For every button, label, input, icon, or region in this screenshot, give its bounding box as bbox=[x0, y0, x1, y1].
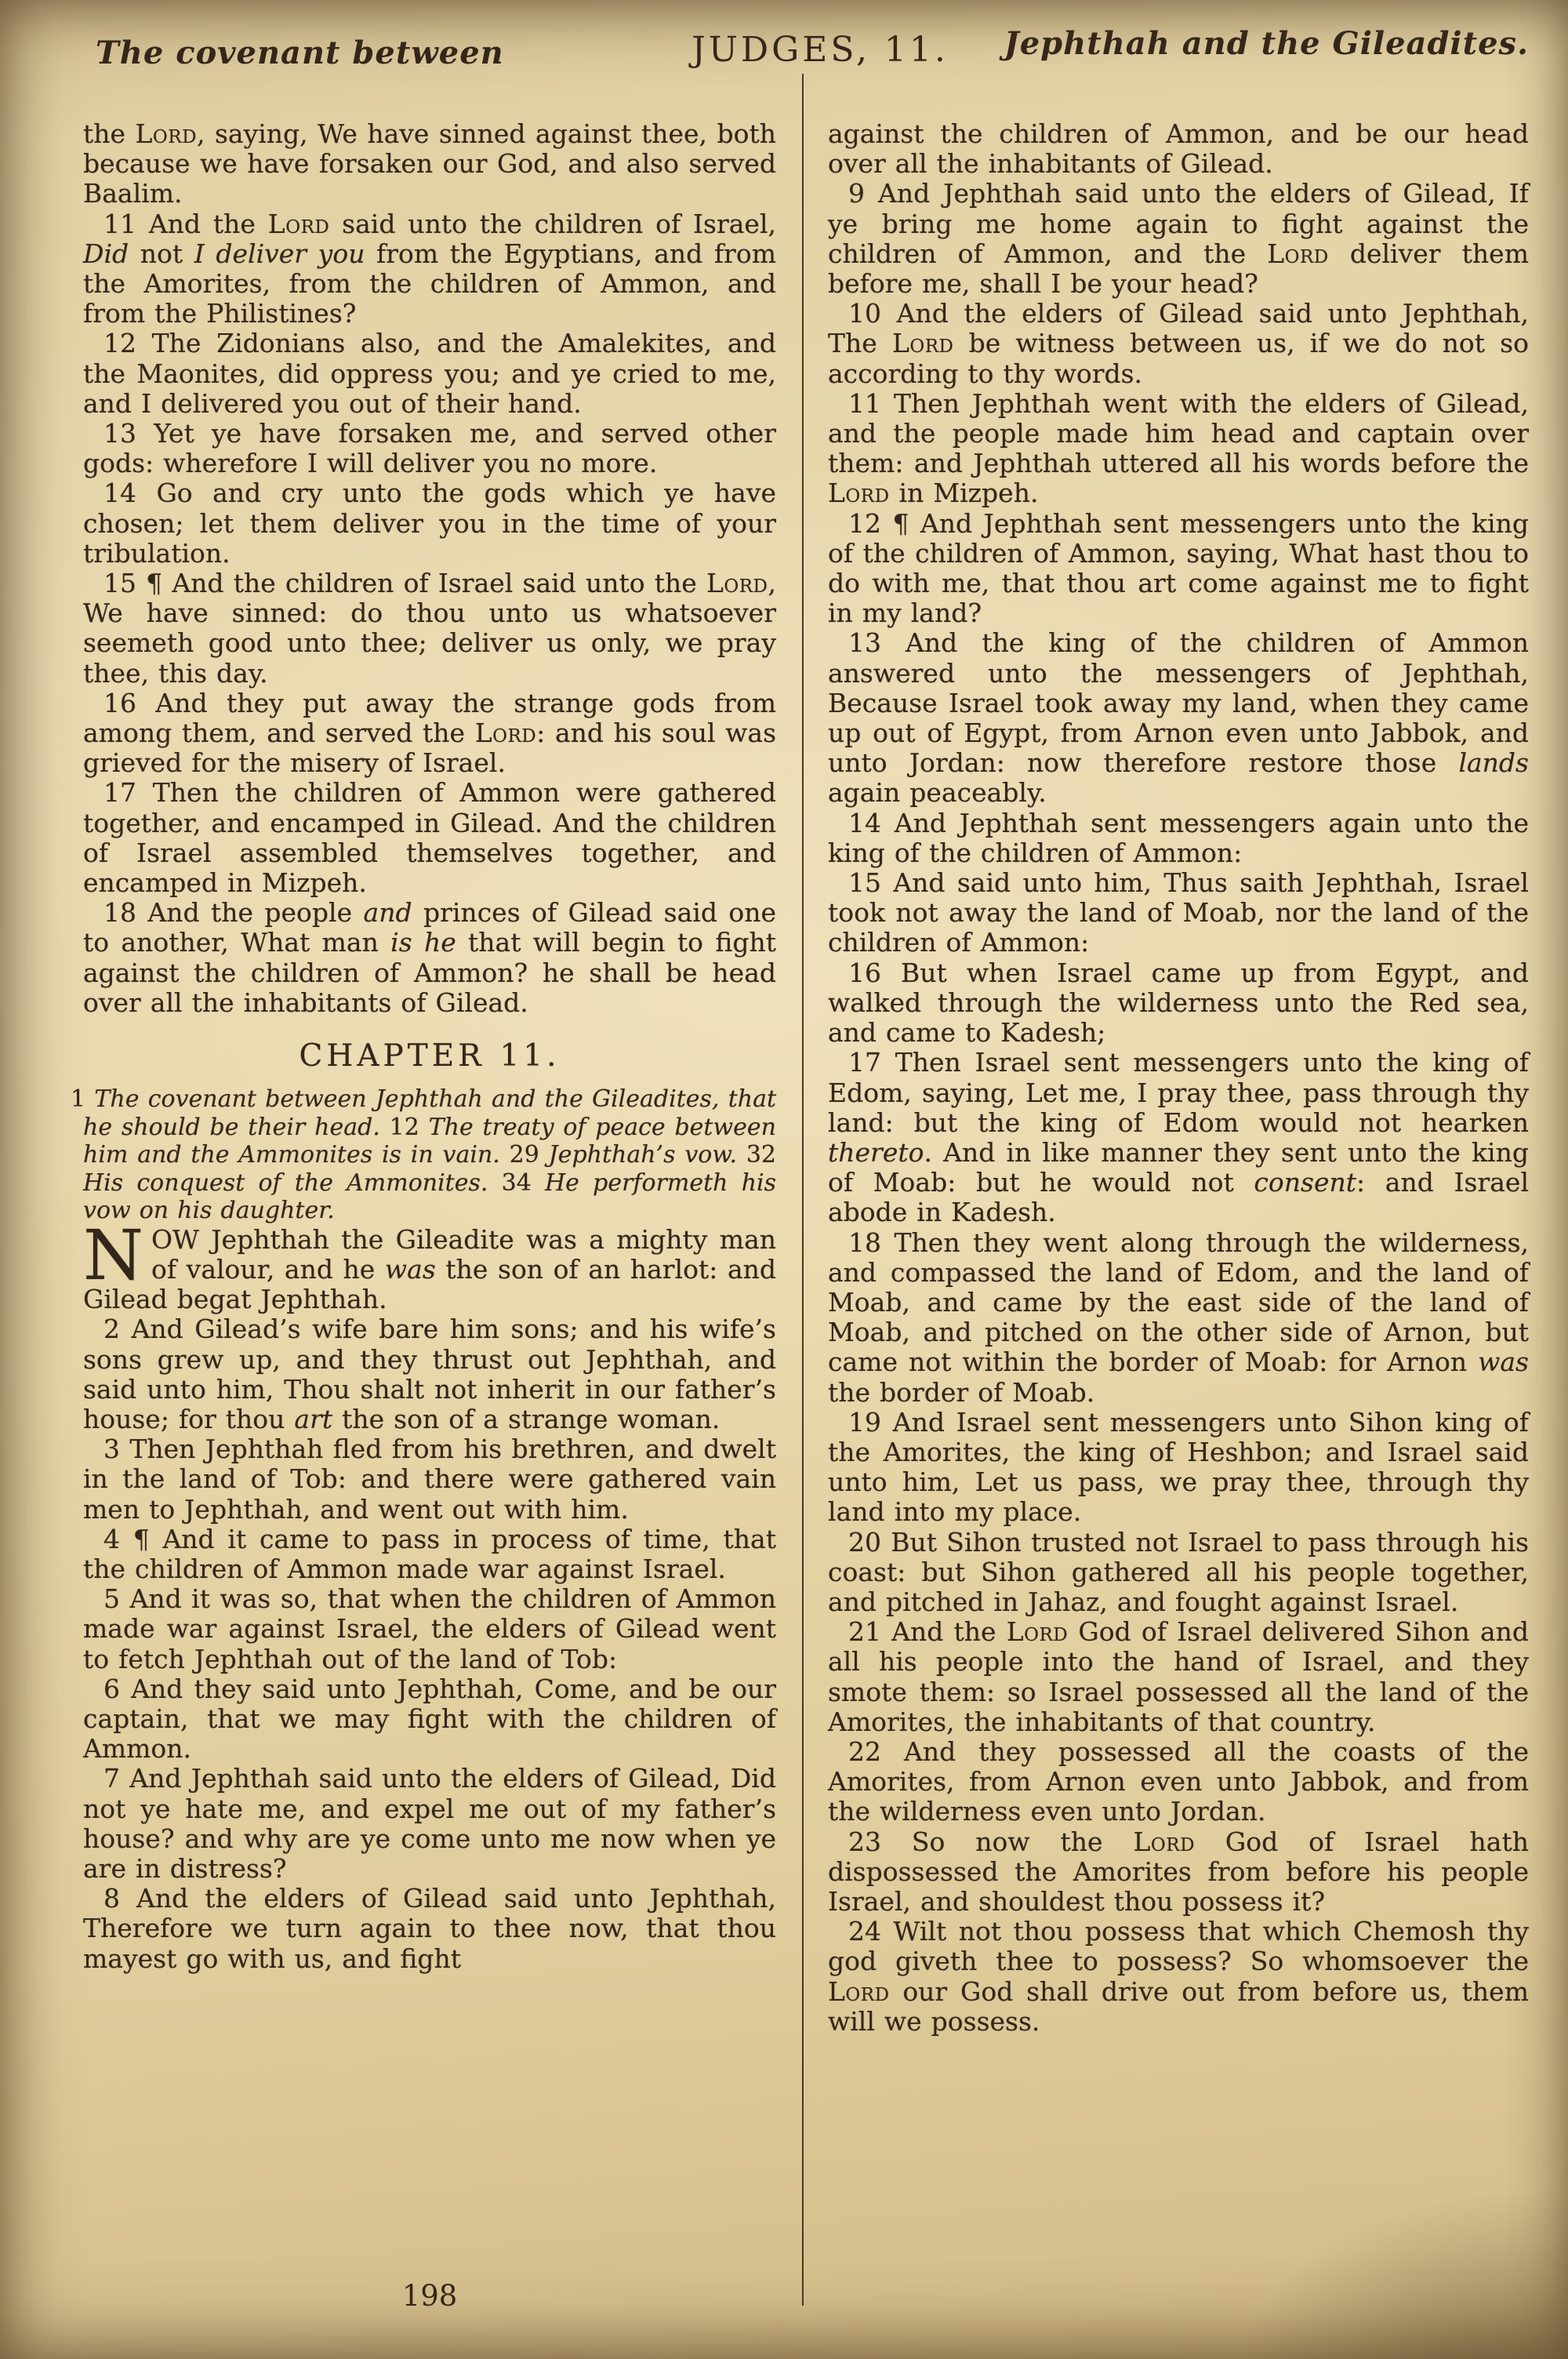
verse-paragraph: 3 Then Jephthah fled from his brethren, and dwelt in the land of Tob: and there were gathered vain men to Jephthah, and went out with him. bbox=[83, 1434, 776, 1525]
running-head-title: JUDGES, 11. bbox=[691, 30, 949, 70]
verse-paragraph: 15 And said unto him, Thus saith Jephthah, Israel took not away the land of Moab, nor the land of the children of Ammon: bbox=[828, 867, 1529, 958]
small-caps-lord: Lord bbox=[474, 718, 537, 749]
verse-paragraph: 10 And the elders of Gilead said unto Jephthah, The Lord be witness between us, if we do not so according to thy words. bbox=[828, 298, 1529, 389]
chapter-heading: CHAPTER 11. bbox=[299, 1038, 561, 1074]
verse-paragraph: 12 The Zidonians also, and the Amalekites, and the Maonites, did oppress you; and ye cried to me, and I delivered you out of their hand. bbox=[83, 328, 776, 419]
small-caps-lord: Lord bbox=[1267, 238, 1329, 269]
verse-paragraph: 9 And Jephthah said unto the elders of Gilead, If ye bring me home again to fight against the children of Ammon, and the Lord deliver them before me, shall I be your head? bbox=[828, 178, 1529, 300]
verse-paragraph: 14 And Jephthah sent messengers again unto the king of the children of Ammon: bbox=[828, 807, 1529, 868]
verse-paragraph: 11 Then Jephthah went with the elders of Gilead, and the people made him head and captain over them: and Jephthah uttered all his words before the Lord in Mizpeh. bbox=[828, 387, 1529, 509]
verse-paragraph: 21 And the Lord God of Israel delivered Sihon and all his people into the hand of Israel, and they smote them: so Israel possessed all the land of the Amorites, the inhabitants of that country. bbox=[828, 1616, 1530, 1737]
verse-paragraph: 16 But when Israel came up from Egypt, and walked through the wilderness unto the Red sea, and came to Kadesh; bbox=[828, 957, 1529, 1049]
verse-paragraph: NOW Jephthah the Gileadite was a mighty man of valour, and he was the son of an harlot: and Gilead begat Jephthah. bbox=[83, 1214, 776, 1315]
drop-cap-initial: N bbox=[83, 1214, 143, 1296]
small-caps-lord: Lord bbox=[1006, 1616, 1069, 1648]
left-column bbox=[71, 118, 777, 1974]
verse-paragraph: 13 And the king of the children of Ammon answered unto the messengers of Jephthah, Because Israel took away my land, when they came up out of Egypt, from Arnon even unto Jabbok, and unto Jordan: now therefore restore those lands again peaceably. bbox=[828, 627, 1529, 809]
right-column bbox=[828, 119, 1529, 2037]
verse-paragraph: 5 And it was so, that when the children of Ammon made war against Israel, the elders of Gilead went to fetch Jephthah out of the land of Tob: bbox=[83, 1583, 776, 1674]
running-head-right: Jephthah and the Gileadites. bbox=[1004, 25, 1529, 62]
verse-paragraph: 4 ¶ And it came to pass in process of time, that the children of Ammon made war against Israel. bbox=[83, 1523, 776, 1585]
page-number: 198 bbox=[401, 2279, 458, 2313]
continuation-paragraph: against the children of Ammon, and be our head over all the inhabitants of Gilead. bbox=[828, 118, 1529, 180]
verse-paragraph: 14 Go and cry unto the gods which ye have chosen; let them deliver you in the time of your tribulation. bbox=[83, 478, 776, 569]
verse-paragraph: 13 Yet ye have forsaken me, and served other gods: wherefore I will deliver you no more. bbox=[83, 418, 776, 479]
small-caps-lord: Lord bbox=[1133, 1826, 1196, 1857]
small-caps-lord: Lord bbox=[135, 118, 198, 149]
verse-paragraph: 19 And Israel sent messengers unto Sihon king of the Amorites, the king of Heshbon; and Israel said unto him, Let us pass, we pray thee, through thy land into my place. bbox=[828, 1406, 1529, 1528]
column-divider-rule bbox=[802, 74, 804, 2306]
running-head-left: The covenant between bbox=[96, 35, 504, 71]
verse-paragraph: 18 Then they went along through the wilderness, and compassed the land of Edom, and the land of Moab, and came by the east side of the land of Moab, and pitched on the other side of Arnon, but came not within the border of Moab: for Arnon was the border of Moab. bbox=[828, 1227, 1529, 1408]
small-caps-lord: Lord bbox=[706, 568, 768, 599]
small-caps-lord: Lord bbox=[891, 328, 954, 359]
continuation-paragraph: the Lord, saying, We have sinned against thee, both because we have forsaken our God, and also served Baalim. bbox=[83, 118, 776, 209]
verse-paragraph: 12 ¶ And Jephthah sent messengers unto the king of the children of Ammon, saying, What hast thou to do with me, that thou art come against me to fight in my land? bbox=[828, 507, 1529, 629]
small-caps-lord: Lord bbox=[828, 1976, 890, 2007]
verse-paragraph: 18 And the people and princes of Gilead said one to another, What man is he that will begin to fight against the children of Ammon? he shall be head over all the inhabitants of Gilead. bbox=[83, 897, 777, 1018]
verse-paragraph: 6 And they said unto Jephthah, Come, and be our captain, that we may fight with the children of Ammon. bbox=[83, 1673, 776, 1765]
verse-paragraph: 17 Then Israel sent messengers unto the king of Edom, saying, Let me, I pray thee, pass through thy land: but the king of Edom would not hearken thereto. And in like manner they sent unto the king of Moab: but he would not consent: and Israel abode in Kadesh. bbox=[828, 1047, 1529, 1228]
verse-paragraph: 24 Wilt not thou possess that which Chemosh thy god giveth thee to possess? So whomsoever the Lord our God shall drive out from before us, them will we possess. bbox=[828, 1916, 1529, 2037]
verse-paragraph: 11 And the Lord said unto the children of Israel, Did not I deliver you from the Egyptians, and from the Amorites, from the children of Ammon, and from the Philistines? bbox=[83, 208, 776, 329]
page-corner-shadow bbox=[1223, 2186, 1568, 2359]
verse-paragraph: 23 So now the Lord God of Israel hath dispossessed the Amorites from before his people Israel, and shouldest thou possess it? bbox=[828, 1826, 1529, 1917]
verse-paragraph: 15 ¶ And the children of Israel said unto the Lord, We have sinned: do thou unto us whatsoever seemeth good unto thee; deliver us only, we pray thee, this day. bbox=[83, 568, 776, 689]
small-caps-lord: Lord bbox=[267, 208, 330, 239]
verse-paragraph: 22 And they possessed all the coasts of the Amorites, from Arnon even unto Jabbok, and from the wilderness even unto Jordan. bbox=[828, 1736, 1529, 1827]
verse-paragraph: 20 But Sihon trusted not Israel to pass through his coast: but Sihon gathered all his people together, and pitched in Jahaz, and fought against Israel. bbox=[828, 1526, 1529, 1617]
verse-paragraph: 7 And Jephthah said unto the elders of Gilead, Did not ye hate me, and expel me out of my father’s house? and why are ye come unto me now when ye are in distress? bbox=[83, 1763, 776, 1885]
running-header bbox=[0, 24, 1568, 85]
verse-paragraph: 16 And they put away the strange gods from among them, and served the Lord: and his soul was grieved for the misery of Israel. bbox=[83, 687, 777, 779]
small-caps-lord: Lord bbox=[828, 478, 890, 509]
verse-paragraph: 17 Then the children of Ammon were gathered together, and encamped in Gilead. And the children of Israel assembled themselves together, and encamped in Mizpeh. bbox=[83, 777, 776, 899]
chapter-summary: 1 The covenant between Jephthah and the Gileadites, that he should be their head. 12 The treaty of peace between him and the Ammonites is in vain. 29 Jephthah’s vow. 32 His conquest of the Ammonites. 34 He performeth his vow on his daughter. bbox=[71, 1085, 777, 1225]
verse-paragraph: 2 And Gilead’s wife bare him sons; and his wife’s sons grew up, and they thrust out Jephthah, and said unto him, Thou shalt not inherit in our father’s house; for thou art the son of a strange woman. bbox=[83, 1314, 776, 1435]
verse-paragraph: 8 And the elders of Gilead said unto Jephthah, Therefore we turn again to thee now, that thou mayest go with us, and fight bbox=[83, 1883, 776, 1974]
